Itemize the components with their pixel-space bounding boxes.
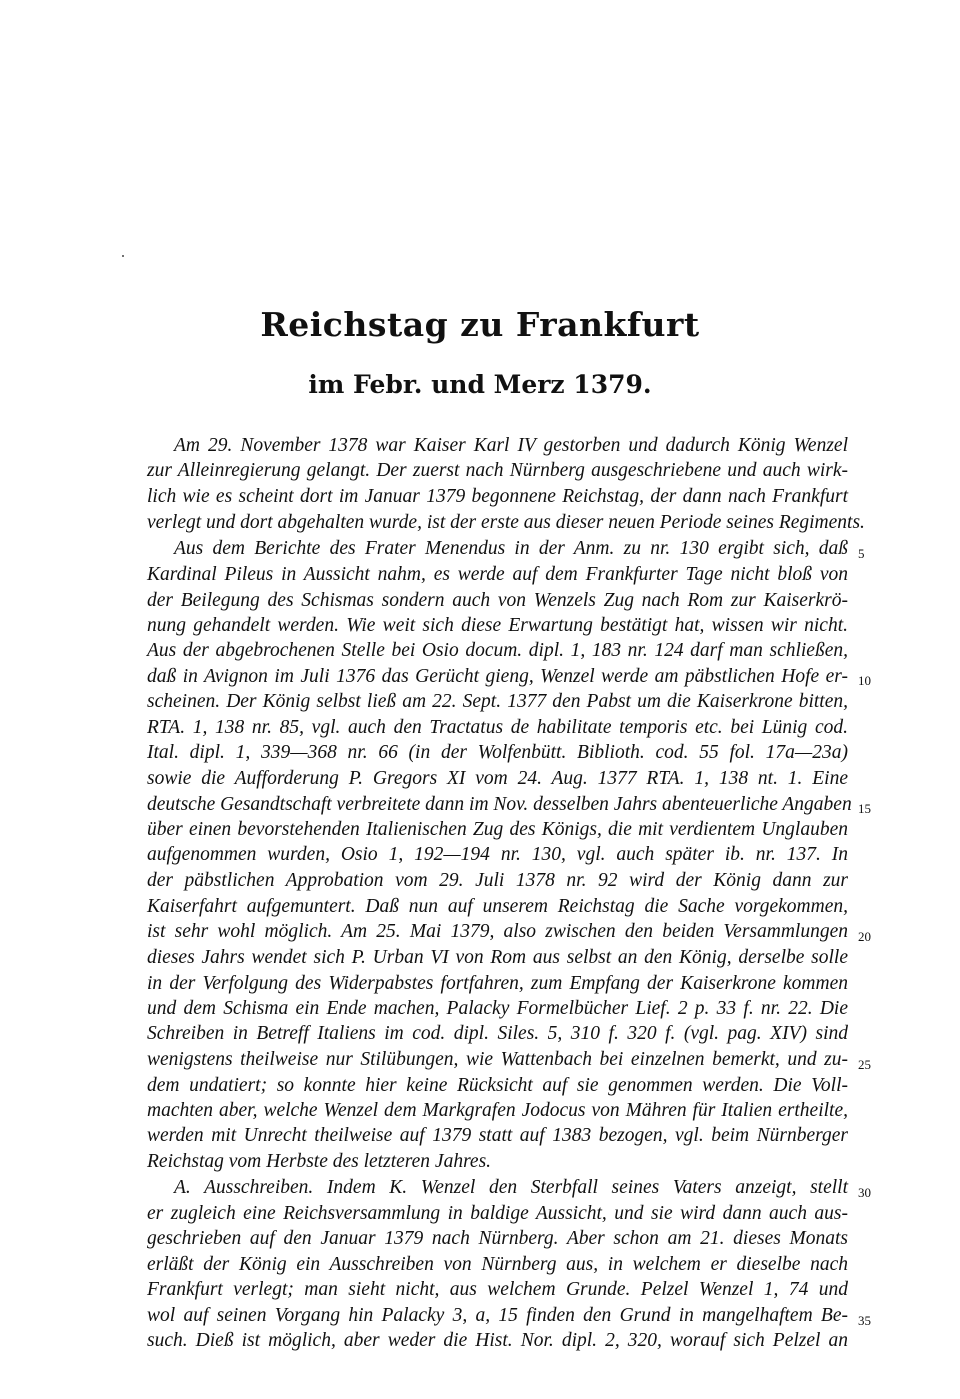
text-line: der päbstlichen Approbation vom 29. Juli 1378 nr. 92 wird der König dann zur	[147, 870, 848, 891]
text-line: erläßt der König ein Ausschreiben von Nürnberg aus, in welchem er dieselbe nach	[147, 1254, 848, 1275]
line-number: 5	[858, 546, 865, 561]
text-line: in der Verfolgung des Widerpabstes fortfahren, zum Empfang der Kaiserkrone kommen	[147, 973, 848, 994]
text-line: Am 29. November 1378 war Kaiser Karl IV gestorben und dadurch König Wenzel	[174, 435, 848, 456]
text-line: sowie die Aufforderung P. Gregors XI vom 24. Aug. 1377 RTA. 1, 138 nt. 1. Eine	[147, 768, 848, 789]
text-line: Aus dem Berichte des Frater Menendus in der Anm. zu nr. 130 ergibt sich, daß	[174, 538, 848, 559]
page-title: Reichstag zu Frankfurt	[260, 305, 700, 344]
speck-mark	[122, 255, 124, 257]
page-subtitle: im Febr. und Merz 1379.	[308, 370, 652, 399]
line-number: 20	[858, 929, 871, 944]
text-line: Schreiben in Betreff Italiens im cod. dipl. Siles. 5, 310 f. 320 f. (vgl. pag. XIV) sind	[147, 1023, 848, 1044]
text-line: dieses Jahrs wendet sich P. Urban VI von Rom aus selbst an den König, derselbe solle	[147, 947, 848, 968]
text-line: wol auf seinen Vorgang hin Palacky 3, a, 15 finden den Grund in mangelhaftem Be-	[147, 1305, 848, 1326]
line-number: 10	[858, 673, 871, 688]
text-line: ist sehr wohl möglich. Am 25. Mai 1379, also zwischen den beiden Versammlungen	[147, 921, 848, 942]
text-line: nung gehandelt werden. Wie weit sich diese Erwartung bestätigt hat, wissen wir nicht.	[147, 615, 848, 636]
line-number: 25	[858, 1057, 871, 1072]
text-line: aufgenommen wurden, Osio 1, 192—194 nr. 130, vgl. auch später ib. nr. 137. In	[147, 844, 848, 865]
text-line: Reichstag vom Herbste des letzteren Jahres.	[147, 1151, 492, 1172]
text-line: scheinen. Der König selbst ließ am 22. Sept. 1377 den Pabst um die Kaiserkrone bitten,	[147, 691, 848, 712]
text-line: er zugleich eine Reichsversammlung in baldige Aussicht, und sie wird dann auch aus-	[147, 1203, 848, 1224]
line-number: 30	[858, 1185, 871, 1200]
text-line: deutsche Gesandtschaft verbreitete dann im Nov. desselben Jahrs abenteuerliche Angaben	[147, 794, 852, 815]
text-line: Kardinal Pileus in Aussicht nahm, es werde auf dem Frankfurter Tage nicht bloß von	[147, 564, 848, 585]
text-line: zur Alleinregierung gelangt. Der zuerst nach Nürnberg ausgeschriebene und auch wirk-	[147, 460, 848, 481]
line-number: 35	[858, 1313, 871, 1328]
text-line: Kaiserfahrt aufgemuntert. Daß nun auf unserem Reichstag die Sache vorgekommen,	[147, 896, 848, 917]
text-line: Ital. dipl. 1, 339—368 nr. 66 (in der Wolfenbütt. Biblioth. cod. 55 fol. 17a—23a)	[147, 742, 848, 763]
text-line: und dem Schisma ein Ende machen, Palacky Formelbücher Lief. 2 p. 33 f. nr. 22. Die	[147, 998, 848, 1019]
text-line: machten aber, welche Wenzel dem Markgrafen Jodocus von Mähren für Italien ertheilte,	[147, 1100, 848, 1121]
text-line: der Beilegung des Schismas sondern auch von Wenzels Zug nach Rom zur Kaiserkrö-	[147, 590, 848, 611]
text-line: daß in Avignon im Juli 1376 das Gerücht gieng, Wenzel werde am päbstlichen Hofe er-	[147, 666, 848, 687]
text-line: verlegt und dort abgehalten wurde, ist der erste aus dieser neuen Periode seines Regiments.	[147, 512, 865, 533]
line-number: 15	[858, 801, 871, 816]
text-line: Aus der abgebrochenen Stelle bei Osio docum. dipl. 1, 183 nr. 124 darf man schließen,	[147, 640, 848, 661]
text-line: RTA. 1, 138 nr. 85, vgl. auch den Tractatus de habilitate temporis etc. bei Lünig cod.	[147, 717, 848, 738]
text-line: wenigstens theilweise nur Stilübungen, wie Wattenbach bei einzelnen bemerkt, und zu-	[147, 1049, 848, 1070]
text-line: lich wie es scheint dort im Januar 1379 begonnene Reichstag, der dann nach Frankfurt	[147, 486, 848, 507]
text-line: geschrieben auf den Januar 1379 nach Nürnberg. Aber schon am 21. dieses Monats	[147, 1228, 848, 1249]
text-line: über einen bevorstehenden Italienischen Zug des Königs, die mit verdientem Unglauben	[147, 819, 848, 840]
text-line: A. Ausschreiben. Indem K. Wenzel den Sterbfall seines Vaters anzeigt, stellt	[174, 1177, 848, 1198]
text-line: such. Dieß ist möglich, aber weder die Hist. Nor. dipl. 2, 320, worauf sich Pelzel an	[147, 1330, 848, 1351]
text-line: dem undatiert; so konnte hier keine Rücksicht auf sie genommen werden. Die Voll-	[147, 1075, 848, 1096]
text-line: werden mit Unrecht theilweise auf 1379 statt auf 1383 bezogen, vgl. beim Nürnberger	[147, 1125, 848, 1146]
text-line: Frankfurt verlegt; man sieht nicht, aus welchem Grunde. Pelzel Wenzel 1, 74 und	[147, 1279, 848, 1300]
